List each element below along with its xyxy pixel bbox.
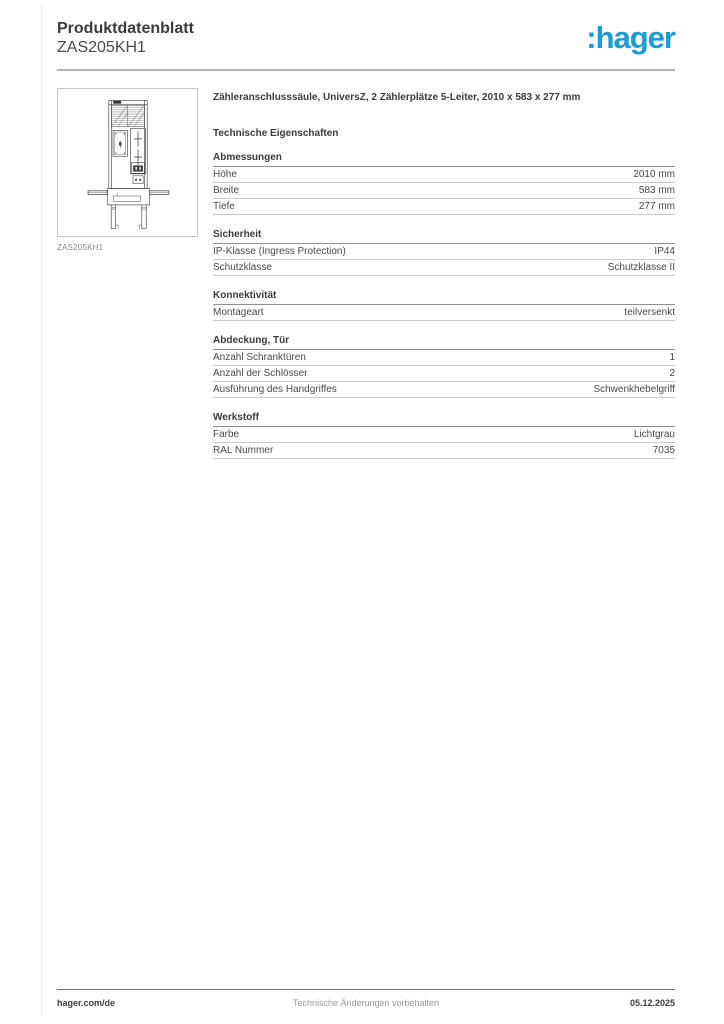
spec-section-heading: Sicherheit <box>213 229 675 244</box>
spec-row <box>213 183 675 199</box>
spec-row <box>213 167 675 183</box>
footer-row <box>57 990 675 1008</box>
spec-label: Schutzklasse <box>213 262 272 273</box>
product-image-frame <box>57 88 198 237</box>
spec-section <box>213 290 675 321</box>
spec-value: 277 mm <box>638 201 675 212</box>
spec-label: Anzahl der Schlösser <box>213 368 308 379</box>
spec-section-heading: Abmessungen <box>213 152 675 167</box>
spec-section <box>213 335 675 398</box>
spec-row <box>213 260 675 276</box>
spec-label: IP-Klasse (Ingress Protection) <box>213 246 346 257</box>
spec-label: Höhe <box>213 169 237 180</box>
spec-value: Schutzklasse II <box>607 262 675 273</box>
footer-disclaimer: Technische Änderungen vorbehalten <box>292 998 440 1008</box>
header <box>57 0 675 57</box>
spec-section-heading: Werkstoff <box>213 412 675 427</box>
spec-row <box>213 244 675 260</box>
document-type: Produktdatenblatt <box>57 20 194 37</box>
product-image-caption: ZAS205KH1 <box>57 243 104 252</box>
technical-properties-heading: Technische Eigenschaften <box>213 128 339 139</box>
spec-row <box>213 443 675 459</box>
content <box>57 88 675 473</box>
specifications-column <box>213 88 675 473</box>
header-titles <box>57 19 194 57</box>
spec-label: Breite <box>213 185 240 196</box>
spec-label: Montageart <box>213 307 264 318</box>
spec-label: Ausführung des Handgriffes <box>213 384 337 395</box>
header-divider <box>57 69 675 71</box>
spec-row <box>213 366 675 382</box>
spec-row <box>213 199 675 215</box>
spec-value: Schwenkhebelgriff <box>593 384 675 395</box>
product-id: ZAS205KH1 <box>57 39 146 56</box>
spec-value: 2010 mm <box>633 169 675 180</box>
footer-date: 05.12.2025 <box>629 998 675 1008</box>
spec-section-heading: Konnektivität <box>213 290 675 305</box>
spec-row <box>213 427 675 443</box>
page-edge-line <box>41 6 42 1016</box>
product-technical-drawing-icon <box>58 89 197 236</box>
spec-section <box>213 229 675 276</box>
spec-value: 1 <box>669 352 675 363</box>
spec-value: 583 mm <box>638 185 675 196</box>
spec-section <box>213 412 675 459</box>
footer <box>57 989 675 1008</box>
spec-value: IP44 <box>654 246 675 257</box>
hager-logo: :hager <box>586 20 675 55</box>
spec-label: Anzahl Schranktüren <box>213 352 306 363</box>
spec-row <box>213 350 675 366</box>
spec-label: Tiefe <box>213 201 235 212</box>
product-title: Zähleranschlusssäule, UniversZ, 2 Zählerplätze 5-Leiter, 2010 x 583 x 277 mm <box>213 92 581 103</box>
spec-value: 7035 <box>652 445 675 456</box>
spec-value: teilversenkt <box>624 307 675 318</box>
spec-value: Lichtgrau <box>633 429 675 440</box>
product-image-column <box>57 88 198 473</box>
spec-section-heading: Abdeckung, Tür <box>213 335 675 350</box>
spec-value: 2 <box>669 368 675 379</box>
spec-section <box>213 152 675 215</box>
spec-label: RAL Nummer <box>213 445 274 456</box>
spec-sections <box>213 152 675 459</box>
spec-row <box>213 305 675 321</box>
spec-row <box>213 382 675 398</box>
footer-website-link[interactable]: hager.com/de <box>57 998 116 1008</box>
spec-label: Farbe <box>213 429 240 440</box>
